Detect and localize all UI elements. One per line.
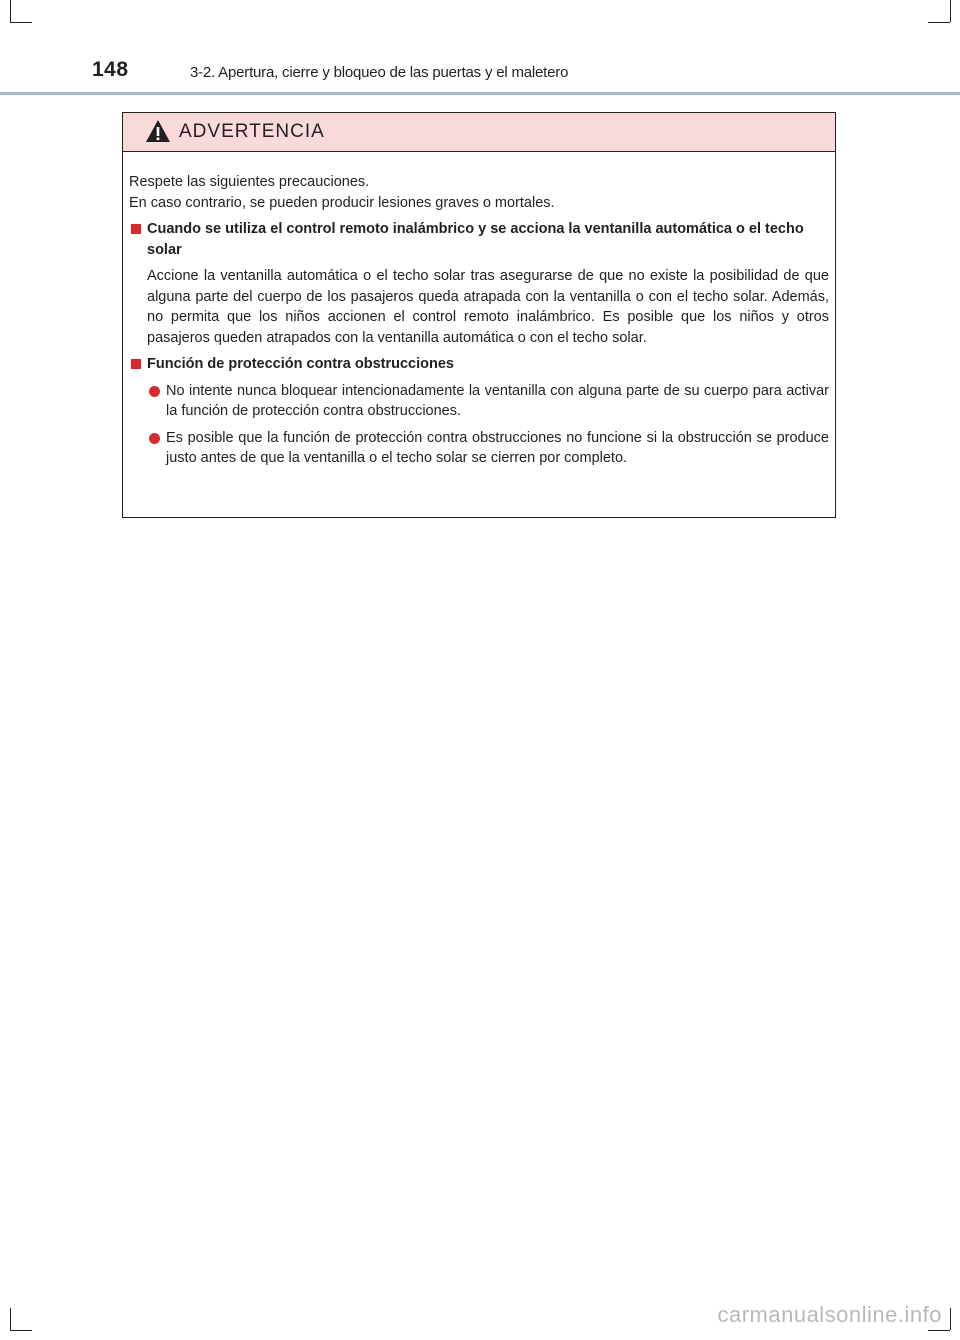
red-dot-bullet-icon bbox=[149, 386, 160, 397]
watermark: carmanualsonline.info bbox=[717, 1302, 942, 1327]
crop-mark bbox=[950, 0, 951, 22]
intro-line: En caso contrario, se pueden producir lesiones graves o mortales. bbox=[129, 194, 555, 211]
crop-mark bbox=[10, 1308, 11, 1330]
list-item bbox=[129, 381, 829, 422]
list-item-text: No intente nunca bloquear intencionadamente la ventanilla con alguna parte de su cuerpo para activar la función de protección contra obstrucciones. bbox=[166, 382, 829, 419]
red-square-bullet-icon bbox=[131, 359, 141, 369]
header-divider bbox=[0, 92, 960, 95]
warning-triangle-icon bbox=[145, 119, 171, 143]
section-title: 3-2. Apertura, cierre y bloqueo de las puertas y el maletero bbox=[190, 64, 569, 81]
list-item-text: Es posible que la función de protección contra obstrucciones no funcione si la obstrucción se produce justo antes de que la ventanilla o el techo solar se cierren por completo. bbox=[166, 429, 829, 466]
warning-box bbox=[122, 112, 836, 518]
red-dot-bullet-icon bbox=[149, 433, 160, 444]
section-heading-text: Función de protección contra obstrucciones bbox=[147, 356, 454, 372]
section-heading-obstruction bbox=[129, 354, 829, 375]
section-paragraph: Accione la ventanilla automática o el techo solar tras asegurarse de que no existe la posibilidad de que alguna parte del cuerpo de los pasajeros queda atrapada con la ventanilla o con el techo solar. Además, no permita que los niños accionen el control remoto inalámbrico. Es posible que los niños y otros pasajeros queden atrapados con la ventanilla automática o con el techo solar. bbox=[147, 268, 829, 346]
crop-mark bbox=[10, 0, 11, 22]
warning-title: ADVERTENCIA bbox=[179, 121, 325, 142]
warning-header bbox=[123, 113, 835, 152]
page-header bbox=[0, 52, 960, 92]
list-item bbox=[129, 428, 829, 469]
page-number: 148 bbox=[92, 58, 129, 81]
crop-mark bbox=[10, 1330, 32, 1331]
crop-mark bbox=[928, 1330, 950, 1331]
crop-mark bbox=[10, 22, 32, 23]
section-heading-text: Cuando se utiliza el control remoto inalámbrico y se acciona la ventanilla automática o el techo solar bbox=[147, 221, 804, 258]
crop-mark bbox=[950, 1308, 951, 1330]
warning-body bbox=[123, 152, 835, 469]
crop-mark bbox=[928, 22, 950, 23]
red-square-bullet-icon bbox=[131, 224, 141, 234]
intro-line: Respete las siguientes precauciones. bbox=[129, 174, 370, 190]
section-heading-remote bbox=[129, 219, 829, 260]
